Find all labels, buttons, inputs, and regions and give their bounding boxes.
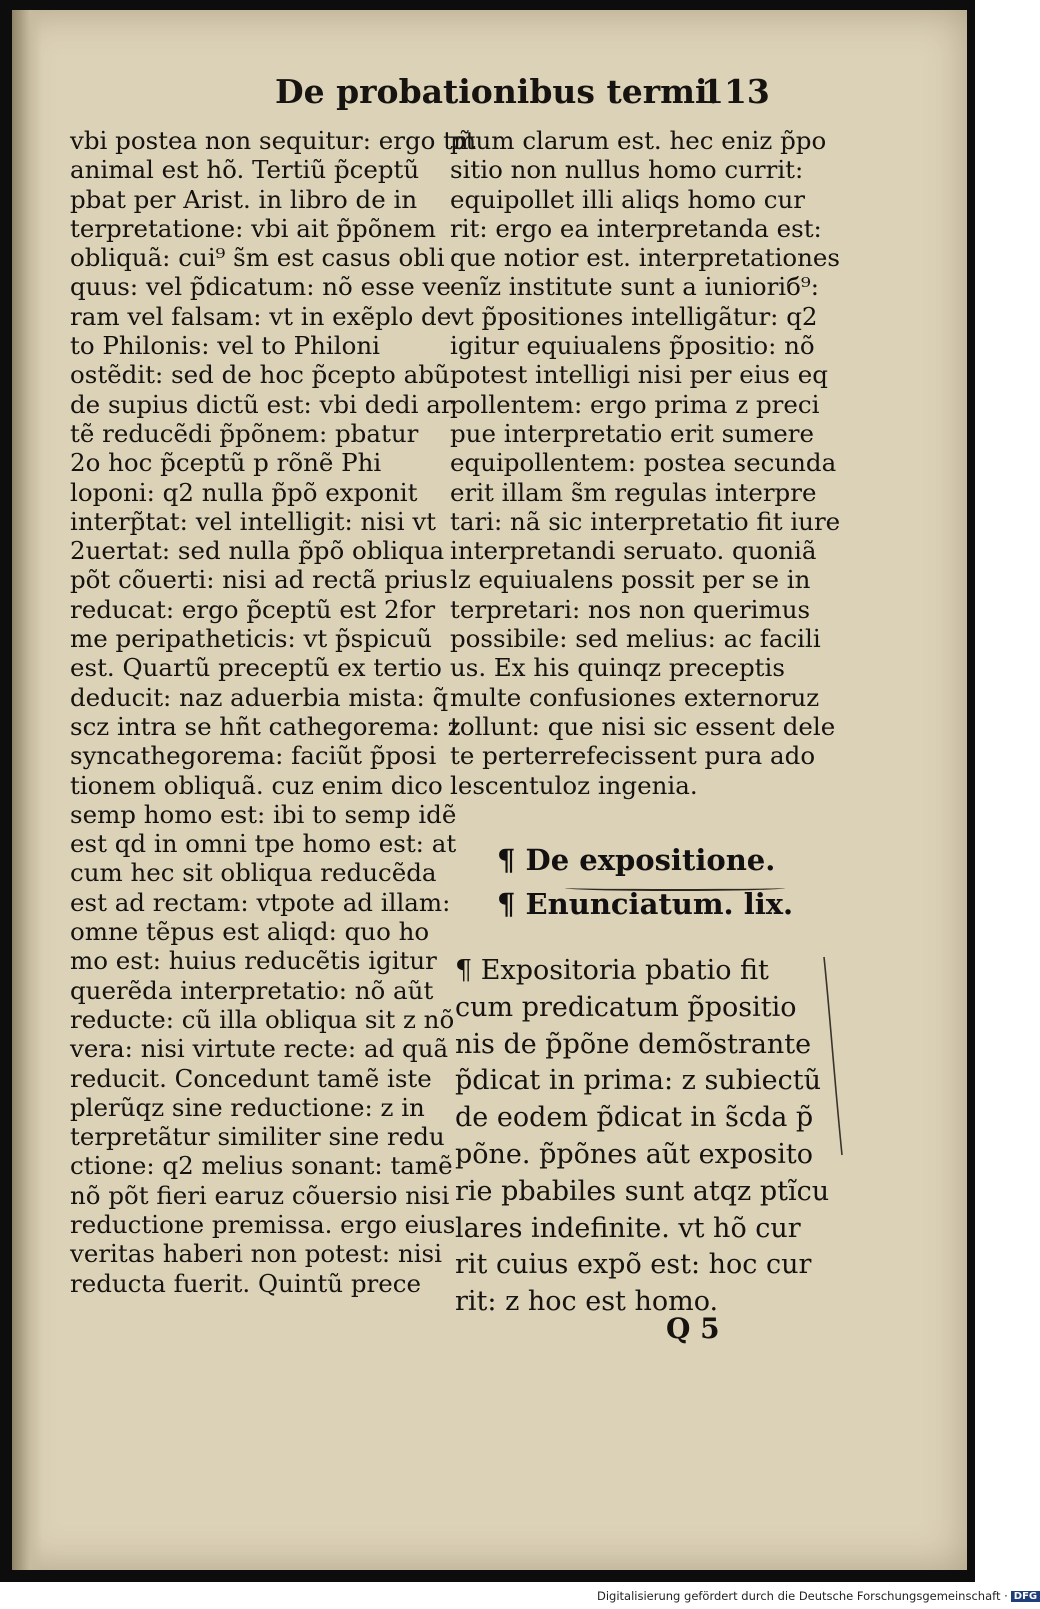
text-line: de supius dictũ est: vbi dedi ar	[70, 389, 453, 419]
text-line: põt cõuerti: nisi ad rectã prius	[70, 565, 448, 595]
left-text-column	[70, 126, 477, 1298]
text-line: pue interpretatio erit sumere	[450, 418, 814, 448]
text-line: lares indefinite. vt hõ cur	[455, 1212, 801, 1244]
text-line: 2o hoc p̃ceptũ p rõnẽ Phi	[70, 448, 382, 478]
enunciatum-heading: ¶ Enunciatum. lix.	[497, 887, 794, 921]
text-line: omne tẽpus est aliqd: quo ho	[70, 917, 430, 947]
text-line: deducit: naz aduerbia mista: q̃	[70, 682, 449, 712]
text-line: tẽ reducẽdi p̃põnem: pbatur	[70, 418, 419, 448]
margin-bracket-mark	[820, 955, 850, 1160]
right-text-column-top	[450, 126, 841, 800]
text-line: tionem obliquã. cuz enim dico	[70, 770, 443, 800]
text-line: ctione: q2 melius sonant: tamẽ	[70, 1151, 453, 1181]
folio-number: 113	[701, 72, 770, 111]
text-line: lescentuloz ingenia.	[450, 770, 698, 800]
text-line: possibile: sed melius: ac facili	[450, 624, 821, 654]
digitization-credit	[597, 1589, 1038, 1607]
text-line: terpretatione: vbi ait p̃põnem	[70, 213, 437, 243]
text-line: reducte: cũ illa obliqua sit z nõ	[70, 1004, 455, 1034]
text-line: equipollet illi aliqs homo cur	[450, 184, 805, 214]
text-line: ostẽdit: sed de hoc p̃cepto abũ	[70, 360, 450, 390]
text-line: ¶ Expositoria pbatio fit	[455, 955, 769, 986]
text-line: est ad rectam: vtpote ad illam:	[70, 887, 451, 917]
text-line: de eodem p̃dicat in s̃cda p̃	[455, 1102, 814, 1134]
text-line: rie pbabiles sunt atqz ptĩcu	[455, 1175, 830, 1207]
text-line: nis de p̃põne demõstrante	[455, 1028, 812, 1060]
text-line: 2uertat: sed nulla p̃põ obliqua	[70, 536, 445, 566]
text-line: reducat: ergo p̃ceptũ est 2for	[70, 594, 436, 624]
text-line: te perterrefecissent pura ado	[450, 741, 816, 771]
text-line: us. Ex his quinqz preceptis	[450, 653, 785, 683]
page-gutter	[12, 10, 42, 1570]
text-line: loponi: q2 nulla p̃põ exponit	[70, 477, 418, 507]
text-line: est qd in omni tpe homo est: at	[70, 829, 457, 859]
text-line: rit: z hoc est homo.	[455, 1286, 719, 1318]
text-line: p̃dicat in prima: z subiectũ	[455, 1065, 821, 1097]
text-line: plerũqz sine reductione: z in	[70, 1092, 425, 1122]
text-line: igitur equiualens p̃positio: nõ	[450, 331, 815, 361]
text-line: me peripatheticis: vt p̃spicuũ	[70, 624, 433, 654]
right-text-column-bottom	[455, 953, 835, 1321]
text-line: semp homo est: ibi to semp idẽ	[70, 799, 457, 829]
text-line: põne. p̃põnes aũt exposito	[455, 1138, 813, 1170]
text-line: rit: ergo ea interpretanda est:	[450, 213, 822, 243]
text-line: quus: vel p̃dicatum: nõ esse ve	[70, 272, 451, 302]
text-line: multe confusiones externoruz	[450, 682, 820, 712]
text-line: est. Quartũ preceptũ ex tertio	[70, 653, 442, 683]
section-heading: ¶ De expositione.	[497, 843, 776, 877]
text-line: lz equiualens possit per se in	[450, 565, 811, 595]
text-line: ram vel falsam: vt in exẽplo de	[70, 301, 452, 331]
text-line: reducit. Concedunt tamẽ iste	[70, 1063, 432, 1093]
text-line: obliquã: cui⁹ s̃m est casus obli	[70, 243, 445, 273]
text-line: tari: nã sic interpretatio fit iure	[450, 506, 841, 536]
text-line: to Philonis: vel to Philoni	[70, 331, 380, 361]
text-line: vt p̃positiones intelligãtur: q2	[450, 301, 818, 331]
text-line: interp̃tat: vel intelligit: nisi vt	[70, 506, 437, 536]
signature-mark: Q 5	[666, 1312, 720, 1345]
text-line: tollunt: que nisi sic essent dele	[450, 711, 836, 741]
text-line: terpretari: nos non querimus	[450, 594, 811, 624]
running-header	[275, 72, 795, 122]
text-line: interpretandi seruato. quoniã	[450, 536, 817, 566]
text-line: sitio non nullus homo currit:	[450, 155, 804, 185]
text-line: cum hec sit obliqua reducẽda	[70, 858, 437, 888]
text-line: pbat per Arist. in libro de in	[70, 184, 418, 214]
text-line: scz intra se hñt cathegorema: z	[70, 711, 461, 741]
text-line: enĩz institute sunt a iunioriб⁹:	[450, 272, 819, 302]
text-line: mo est: huius reducẽtis igitur	[70, 946, 437, 976]
text-line: que notior est. interpretationes	[450, 243, 841, 273]
text-line: nõ põt fieri earuz cõuersio nisi	[70, 1180, 450, 1210]
text-line: veritas haberi non potest: nisi	[70, 1239, 442, 1269]
text-line: ptum clarum est. hec eniz p̃po	[450, 126, 827, 155]
running-title: De probationibus termi.	[275, 72, 720, 111]
text-line: reductione premissa. ergo eius	[70, 1209, 456, 1239]
text-line: cum predicatum p̃positio	[455, 991, 797, 1023]
text-line: syncathegorema: faciũt p̃posi	[70, 741, 437, 771]
text-line: reducta fuerit. Quintũ prece	[70, 1268, 421, 1298]
text-line: querẽda interpretatio: nõ aũt	[70, 975, 434, 1005]
text-line: terpretãtur similiter sine redu	[70, 1122, 445, 1152]
text-line: vbi postea non sequitur: ergo tm̃	[70, 126, 477, 155]
text-line: animal est hõ. Tertiũ p̃ceptũ	[70, 155, 420, 185]
text-line: pollentem: ergo prima z preci	[450, 389, 820, 419]
text-line: vera: nisi virtute recte: ad quã	[70, 1034, 449, 1064]
credit-text: Digitalisierung gefördert durch die Deutsche Forschungsgemeinschaft ·	[597, 1589, 1008, 1603]
text-line: equipollentem: postea secunda	[450, 448, 837, 478]
text-line: erit illam s̃m regulas interpre	[450, 477, 817, 507]
dfg-logo: DFG	[1011, 1591, 1040, 1602]
text-line: potest intelligi nisi per eius eq	[450, 360, 828, 390]
text-line: rit cuius expõ est: hoc cur	[455, 1249, 812, 1281]
